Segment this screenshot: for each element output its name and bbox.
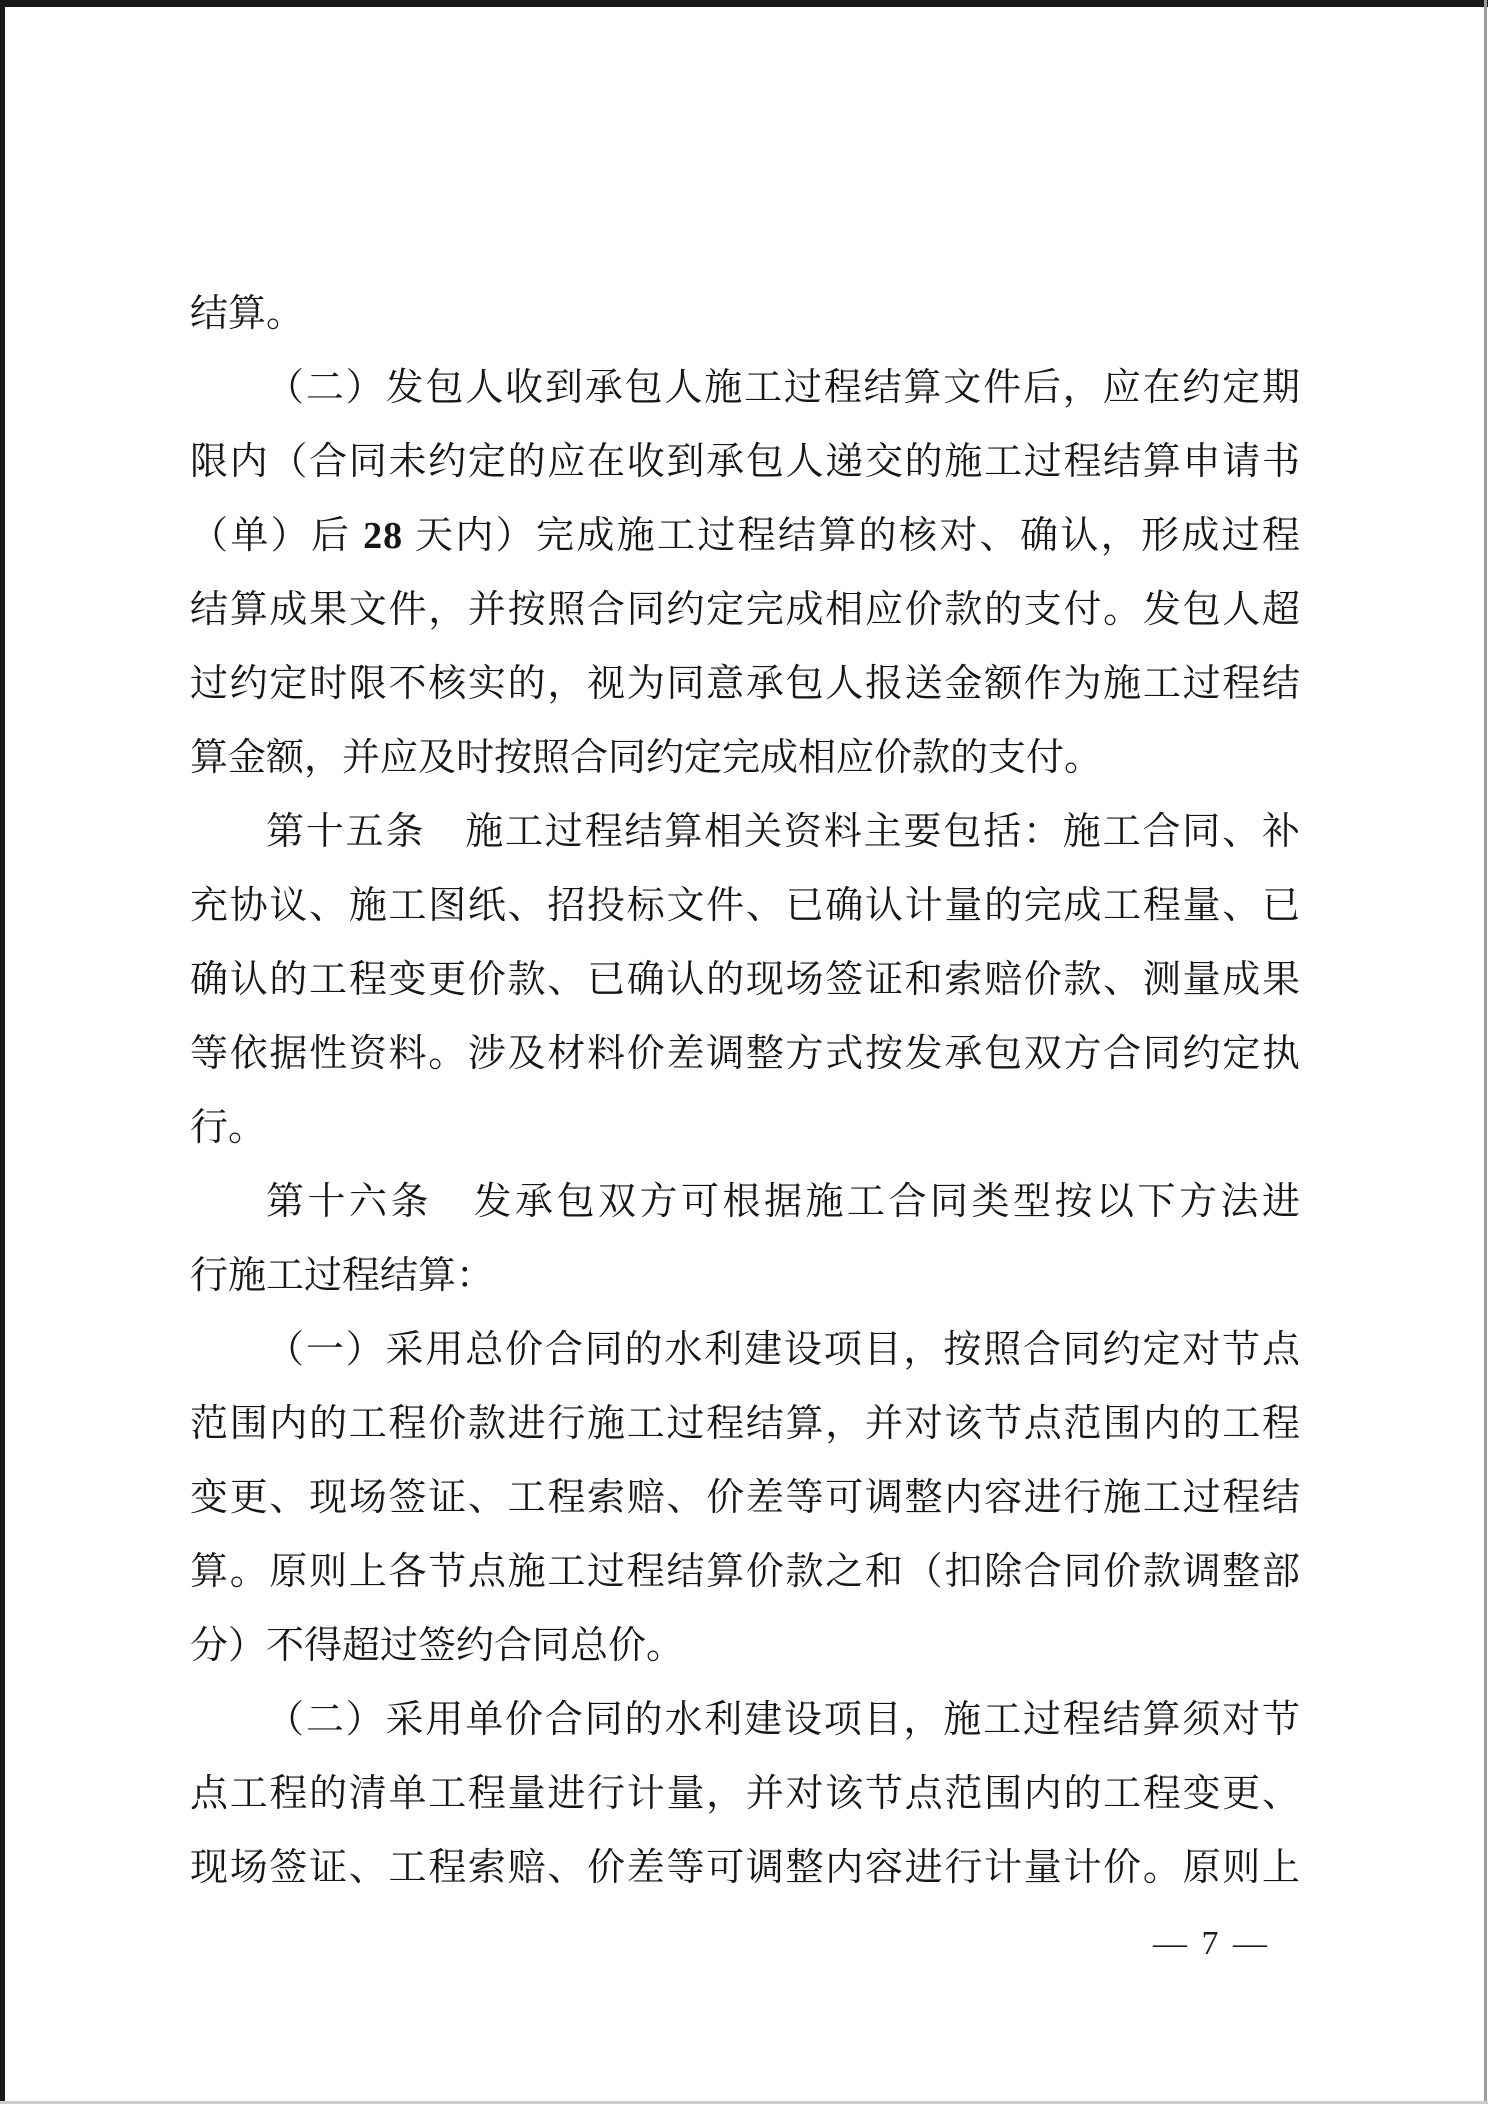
- scan-border-left-line: [0, 0, 5, 2104]
- text-line: [190, 1313, 1300, 1387]
- text-segment: （二）发包人收到承包人施工过程结算文件后，应在约定期: [266, 367, 1300, 409]
- text-line: [190, 1683, 1300, 1757]
- scan-border-top-line: [0, 0, 1488, 7]
- text-segment: 点工程的清单工程量进行计量，并对该节点范围内的工程变更、: [190, 1773, 1300, 1815]
- text-segment: 结算。: [190, 293, 305, 335]
- text-line: [190, 1091, 1300, 1165]
- text-line: [190, 1017, 1300, 1091]
- scan-border-right-line: [1484, 0, 1487, 2104]
- text-line: [190, 943, 1300, 1017]
- text-segment: 算金额，并应及时按照合同约定完成相应价款的支付。: [190, 737, 1103, 779]
- text-segment: 分）不得超过签约合同总价。: [190, 1625, 685, 1667]
- text-line: [190, 1609, 1300, 1683]
- text-line: [190, 573, 1300, 647]
- text-segment: （二）采用单价合同的水利建设项目，施工过程结算须对节: [266, 1699, 1300, 1741]
- text-segment: 第十六条 发承包双方可根据施工合同类型按以下方法进: [266, 1181, 1300, 1223]
- text-segment: 行施工过程结算：: [190, 1255, 495, 1297]
- page-number: — 7 —: [1153, 1925, 1270, 1962]
- document-body: [190, 277, 1300, 1905]
- text-line: [190, 1757, 1300, 1831]
- text-segment: 天内）完成施工过程结算的核对、确认，形成过程: [403, 515, 1300, 557]
- text-line: [190, 869, 1300, 943]
- text-line: [190, 1831, 1300, 1905]
- text-line: [190, 425, 1300, 499]
- text-segment: （单）后: [190, 515, 364, 557]
- text-line: [190, 351, 1300, 425]
- text-segment: （一）采用总价合同的水利建设项目，按照合同约定对节点: [266, 1329, 1300, 1371]
- text-segment: 第十五条 施工过程结算相关资料主要包括：施工合同、补: [266, 811, 1300, 853]
- text-segment: 结算成果文件，并按照合同约定完成相应价款的支付。发包人超: [190, 589, 1300, 631]
- text-segment: 行。: [190, 1107, 267, 1149]
- text-line: [190, 1387, 1300, 1461]
- text-segment: 限内（合同未约定的应在收到承包人递交的施工过程结算申请书: [190, 441, 1300, 483]
- text-line: [190, 1165, 1300, 1239]
- text-line: [190, 499, 1300, 573]
- text-line: [190, 795, 1300, 869]
- text-segment: 算。原则上各节点施工过程结算价款之和（扣除合同价款调整部: [190, 1551, 1300, 1593]
- text-segment: 现场签证、工程索赔、价差等可调整内容进行计量计价。原则上: [190, 1847, 1300, 1889]
- text-line: [190, 1535, 1300, 1609]
- text-segment: 等依据性资料。涉及材料价差调整方式按发承包双方合同约定执: [190, 1033, 1300, 1075]
- text-segment: 充协议、施工图纸、招投标文件、已确认计量的完成工程量、已: [190, 885, 1300, 927]
- text-segment: 确认的工程变更价款、已确认的现场签证和索赔价款、测量成果: [190, 959, 1300, 1001]
- text-line: [190, 721, 1300, 795]
- text-line: [190, 277, 1300, 351]
- text-segment: 变更、现场签证、工程索赔、价差等可调整内容进行施工过程结: [190, 1477, 1300, 1519]
- text-line: [190, 647, 1300, 721]
- text-line: [190, 1461, 1300, 1535]
- text-segment: 过约定时限不核实的，视为同意承包人报送金额作为施工过程结: [190, 663, 1300, 705]
- numeral-text: 28: [363, 515, 404, 557]
- text-segment: 范围内的工程价款进行施工过程结算，并对该节点范围内的工程: [190, 1403, 1300, 1445]
- text-line: [190, 1239, 1300, 1313]
